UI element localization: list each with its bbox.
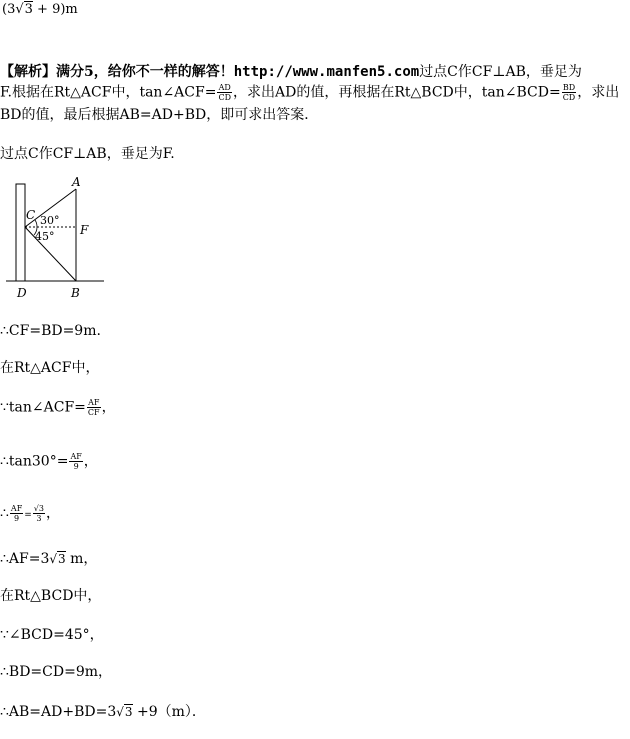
analysis-line-3 [0,106,318,124]
step-9-text: ∴BD=CD=9m， [0,664,112,680]
analysis-tag: 【解析】 [0,64,56,80]
label-f: F [80,223,89,237]
fraction-numerator: BD [562,83,576,92]
fraction-af-9 [69,452,82,471]
step-3 [0,398,116,417]
step-5 [0,504,60,525]
step-6-b: m， [65,551,98,567]
fraction-numerator: √3 [33,504,44,513]
sqrt-symbol: √3 [116,705,133,719]
fraction-denominator: CD [218,93,231,102]
fraction-numerator: AF [10,504,23,513]
step-7 [0,587,101,605]
fraction-af-cf [87,398,101,417]
fraction-ad-cd [217,83,232,102]
fraction-numerator: AF [88,398,100,407]
step-4-a: ∴tan30°= [0,453,69,470]
sqrt-symbol: √3 [49,552,66,566]
step-8-text: ∵∠BCD=45°， [0,627,104,643]
angle-label-45: 45° [35,230,55,243]
fraction-denominator: 9 [14,514,20,523]
step-9 [0,663,112,681]
radicand: 3 [38,504,44,513]
step-2-text: 在Rt△ACF中， [0,360,100,376]
step-3-b: ， [101,399,116,416]
fraction-bd-cd [562,83,577,102]
angle-label-30: 30° [40,214,60,227]
analysis-url: http://www.manfen5.com [233,64,420,80]
answer-radicand: 3 [24,2,33,17]
analysis-line-2 [0,83,619,102]
label-d: D [17,286,27,300]
step-10 [0,703,206,721]
equals-sign: = [24,510,32,521]
step-4-b: ， [83,453,98,470]
fraction-denominator: 3 [36,514,42,523]
analysis-line1-tail: 过点C作CF⊥AB，垂足为 [419,64,582,80]
answer-suffix: + 9)m [32,2,78,17]
answer-line [2,2,78,17]
step-5-b: ， [46,505,60,522]
radicand: 3 [124,705,133,719]
step-7-text: 在Rt△BCD中， [0,588,102,604]
label-b: B [71,286,80,300]
sqrt-symbol: √3 [15,2,33,17]
fraction-numerator: AF [70,452,82,461]
fraction-af-9-b [10,504,23,523]
label-a: A [72,175,81,189]
building [16,184,25,281]
fraction-sqrt3-3 [33,504,45,523]
fraction-numerator: AD [218,83,231,92]
fraction-denominator: CD [562,93,576,102]
fraction-denominator: 9 [73,462,79,471]
radicand: 3 [58,552,66,566]
fraction-denominator: CF [87,408,100,417]
analysis-line2-a: F.根据在Rt△ACF中，tan∠ACF= [0,84,217,101]
answer-prefix: (3 [2,2,16,17]
step-1 [0,322,101,340]
analysis-line2-b: ，求出AD的值，再根据在Rt△BCD中，tan∠BCD= [233,84,561,101]
geometry-figure [0,172,112,302]
step-4 [0,452,98,471]
step-2 [0,359,99,377]
label-c: C [26,208,36,222]
step-6 [0,550,97,568]
step-5-a: ∴ [0,505,9,522]
step-3-a: ∵tan∠ACF= [0,399,86,416]
analysis-line2-c: ，求出 [577,84,620,101]
step-10-b: +9（m）． [132,704,206,720]
step-10-a: ∴AB=AD+BD=3 [0,704,117,720]
solution-intro [0,145,175,163]
analysis-promo: 满分5，给你不一样的解答！ [56,64,234,80]
step-8 [0,626,104,644]
analysis-line-1 [0,63,582,81]
angle-arc-30 [35,220,37,227]
analysis-line3: BD的值，最后根据AB=AD+BD，即可求出答案． [0,107,319,123]
step-1-text: ∴CF=BD=9m. [0,323,101,339]
solution-intro-text: 过点C作CF⊥AB，垂足为F. [0,146,175,162]
step-6-a: ∴AF=3 [0,551,50,567]
